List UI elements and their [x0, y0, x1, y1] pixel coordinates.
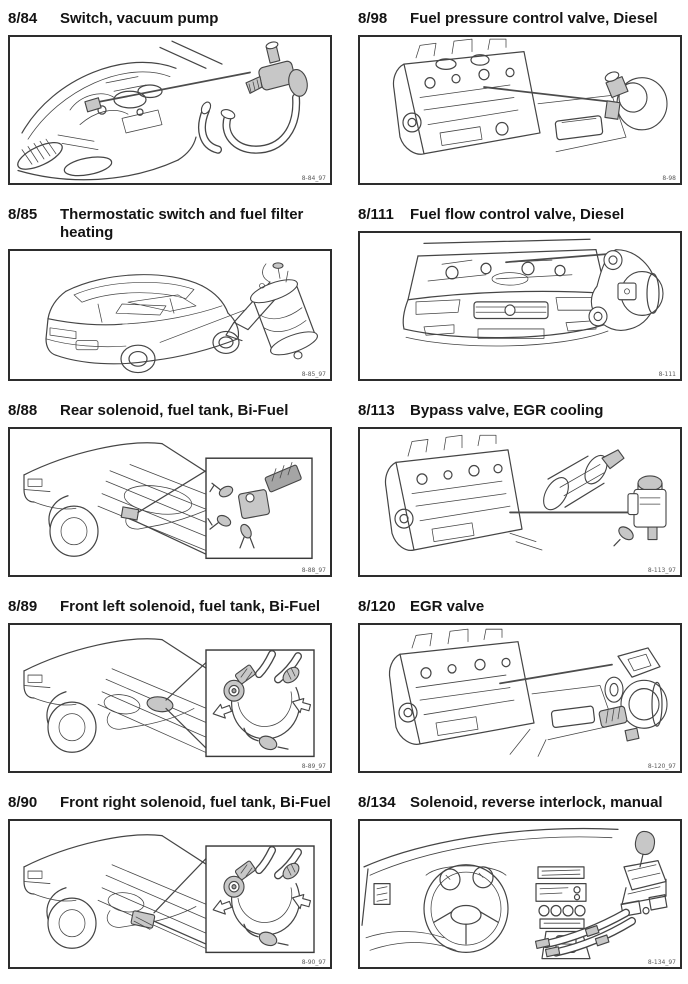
panel-heading: [8, 402, 332, 420]
figure-box: [358, 231, 682, 381]
figure-ref-code: 8-120_97: [647, 763, 676, 770]
panel-title: Bypass valve, EGR cooling: [410, 402, 604, 419]
figure-box: [358, 427, 682, 577]
panel-number: 8/89: [8, 598, 38, 615]
figure-ref-code: 8-111: [658, 371, 676, 378]
figure-box: [8, 249, 332, 381]
figure-8-85-illustration: [10, 251, 330, 379]
figure-8-134-illustration: [360, 821, 680, 967]
panel-heading: [358, 794, 682, 812]
panel-heading: [8, 598, 332, 616]
figure-8-120-illustration: [360, 625, 680, 771]
panel-8-85: [0, 200, 344, 396]
figure-ref-code: 8-88_97: [301, 567, 326, 574]
figure-8-89-illustration: [10, 625, 330, 771]
panel-number: 8/113: [358, 402, 395, 419]
panel-title: Front left solenoid, fuel tank, Bi-Fuel: [60, 598, 321, 615]
panel-number: 8/111: [358, 206, 394, 223]
figure-8-88-illustration: [10, 429, 330, 575]
figure-8-98-illustration: [360, 37, 680, 183]
panel-number: 8/134: [358, 794, 396, 811]
panel-title: Rear solenoid, fuel tank, Bi-Fuel: [60, 402, 289, 419]
panel-heading: [358, 10, 682, 28]
figure-box: [358, 35, 682, 185]
panel-8-90: [0, 788, 344, 984]
figure-ref-code: 8-89_97: [301, 763, 326, 770]
figure-box: [8, 819, 332, 969]
figure-ref-code: 8-98: [662, 175, 676, 182]
panel-title: EGR valve: [410, 598, 485, 615]
panel-heading: [8, 206, 332, 242]
figure-box: [8, 35, 332, 185]
panel-number: 8/120: [358, 598, 396, 615]
panel-8-111: [344, 200, 688, 396]
figure-box: [358, 623, 682, 773]
panel-title: Fuel pressure control valve, Diesel: [410, 10, 658, 27]
panel-heading: [358, 206, 682, 224]
panel-8-120: [344, 592, 688, 788]
panel-8-113: [344, 396, 688, 592]
panel-number: 8/85: [8, 206, 38, 223]
figure-8-90-illustration: [10, 821, 330, 967]
figure-box: [8, 427, 332, 577]
panel-number: 8/84: [8, 10, 38, 27]
panel-8-88: [0, 396, 344, 592]
figure-ref-code: 8-84_97: [301, 175, 326, 182]
panel-heading: [8, 794, 332, 812]
figure-box: [8, 623, 332, 773]
panel-8-98: [344, 4, 688, 200]
panel-title: Fuel flow control valve, Diesel: [410, 206, 625, 223]
figure-box: [358, 819, 682, 969]
figure-ref-code: 8-90_97: [301, 959, 326, 966]
panel-title: Solenoid, reverse interlock, manual: [410, 794, 663, 811]
panel-heading: [8, 10, 332, 28]
panel-8-89: [0, 592, 344, 788]
panel-8-84: [0, 4, 344, 200]
figure-8-84-illustration: [10, 37, 330, 183]
figure-8-111-illustration: [360, 233, 680, 379]
panel-title: Switch, vacuum pump: [60, 10, 219, 27]
panel-title: Thermostatic switch and fuel filter heating: [60, 206, 304, 241]
panel-heading: [358, 402, 682, 420]
figure-ref-code: 8-85_97: [301, 371, 326, 378]
figure-ref-code: 8-113_97: [647, 567, 676, 574]
figure-ref-code: 8-134_97: [647, 959, 676, 966]
panel-number: 8/88: [8, 402, 38, 419]
panel-title: Front right solenoid, fuel tank, Bi-Fuel: [60, 794, 331, 811]
panel-number: 8/98: [358, 10, 388, 27]
panel-heading: [358, 598, 682, 616]
figure-8-113-illustration: [360, 429, 680, 575]
panel-8-134: [344, 788, 688, 984]
panel-number: 8/90: [8, 794, 38, 811]
